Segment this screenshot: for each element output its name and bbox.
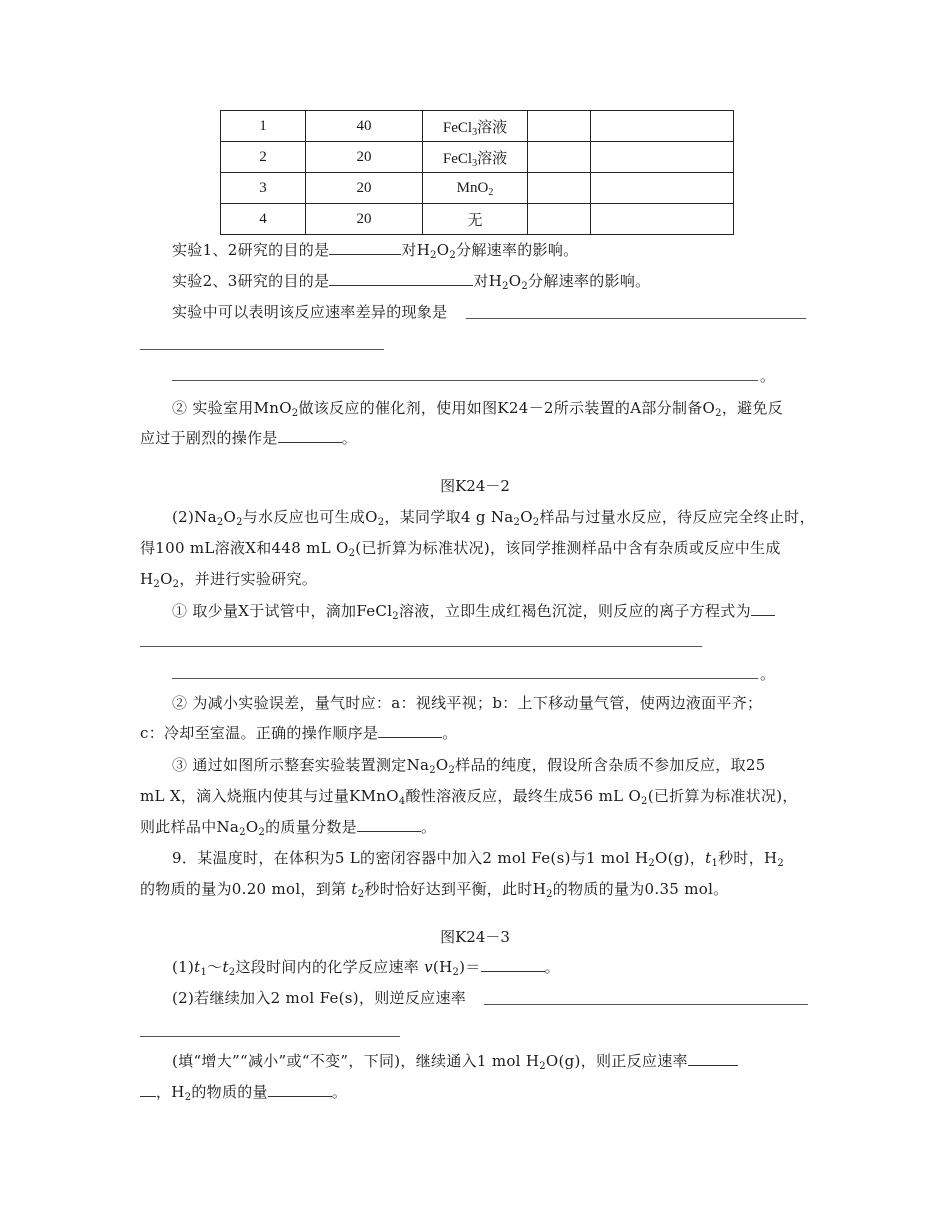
q9-part-3-line2: ，$H_2$的物质的量 。 bbox=[140, 1082, 347, 1102]
answer-blank[interactable] bbox=[329, 240, 401, 255]
q9-part-2-line: (2)若继续加入2 mol Fe(s)，则逆反应速率 bbox=[172, 989, 467, 1007]
step-2-line1: ② 为减小实验误差，量气时应：a：视线平视；b：上下移动量气管，使两边液面平齐； bbox=[172, 694, 763, 712]
exp-catalyst: 无 bbox=[423, 204, 528, 235]
question-9-line2: 的物质的量为0.20 mol，到第 $t_2$秒时恰好达到平衡，此时$H_2$的物质的量为0.35 mol。 bbox=[140, 880, 729, 900]
exp-blank bbox=[528, 204, 591, 235]
step-2-line2: c：冷却至室温。正确的操作顺序是 。 bbox=[140, 724, 458, 742]
answer-blank[interactable] bbox=[140, 646, 702, 647]
table-row bbox=[221, 111, 734, 142]
exp-blank bbox=[528, 173, 591, 204]
step-1-line: ① 取少量X于试管中，滴加FeCl$_2$溶液，立即生成红褐色沉淀，则反应的离子方程式为 bbox=[172, 601, 775, 621]
exp-blank bbox=[528, 111, 591, 142]
answer-blank[interactable] bbox=[140, 349, 384, 350]
question-9-line1: 9．某温度时，在体积为5 L的密闭容器中加入2 mol Fe(s)与1 mol $H_2O(g)$，$t_1$秒时，$H_2$ bbox=[172, 849, 785, 869]
experiment-table bbox=[220, 110, 734, 235]
table-row bbox=[221, 142, 734, 173]
purpose-2-3-line: 实验2、3研究的目的是 对$H_2O_2$分解速率的影响。 bbox=[172, 272, 651, 292]
answer-blank[interactable] bbox=[484, 1004, 808, 1005]
part-2-line3: $H_2O_2$，并进行实验研究。 bbox=[140, 570, 318, 590]
answer-blank[interactable] bbox=[172, 380, 758, 381]
sub-question-2-line1: ② 实验室用MnO$_2$做该反应的催化剂，使用如图K24－2所示装置的A部分制备$O_2$，避免反 bbox=[172, 399, 784, 419]
answer-blank[interactable] bbox=[278, 428, 342, 443]
part-2-line1: $(2)Na_2O_2$与水反应也可生成$O_2$，某同学取4 g $Na_2O_2$样品与过量水反应，待反应完全终止时， bbox=[172, 508, 815, 528]
exp-no: 2 bbox=[221, 142, 306, 173]
exp-catalyst: FeCl$_3$溶液 bbox=[423, 111, 528, 142]
figure-caption-k24-2: 图K24－2 bbox=[440, 477, 510, 495]
answer-blank[interactable] bbox=[329, 271, 473, 286]
answer-blank[interactable] bbox=[466, 318, 806, 319]
answer-blank[interactable] bbox=[268, 1082, 332, 1097]
exp-no: 3 bbox=[221, 173, 306, 204]
figure-caption-k24-3: 图K24－3 bbox=[440, 928, 510, 946]
exp-temp: 20 bbox=[306, 204, 423, 235]
exp-no: 1 bbox=[221, 111, 306, 142]
exp-temp: 40 bbox=[306, 111, 423, 142]
exp-temp: 20 bbox=[306, 173, 423, 204]
phenomenon-line: 实验中可以表明该反应速率差异的现象是 bbox=[172, 303, 448, 321]
answer-blank[interactable] bbox=[751, 601, 775, 616]
period: 。 bbox=[760, 367, 776, 385]
answer-blank[interactable] bbox=[140, 1036, 400, 1037]
step-3-line3: 则此样品中$Na_2O_2$的质量分数是 。 bbox=[140, 818, 437, 838]
answer-blank[interactable] bbox=[481, 957, 545, 972]
table-row bbox=[221, 204, 734, 235]
answer-blank[interactable] bbox=[172, 678, 758, 679]
exp-catalyst: MnO$_2$ bbox=[423, 173, 528, 204]
exp-blank bbox=[591, 111, 734, 142]
exp-temp: 20 bbox=[306, 142, 423, 173]
part-2-line2: 得100 mL溶液X和448 mL $O_2$(已折算为标准状况)，该同学推测样品中含有杂质或反应中生成 bbox=[140, 539, 781, 559]
sub-question-2-line2: 应过于剧烈的操作是 。 bbox=[140, 429, 358, 447]
exp-catalyst: FeCl$_3$溶液 bbox=[423, 142, 528, 173]
step-3-line2: mL X，滴入烧瓶内使其与过量KMnO$_4$酸性溶液反应，最终生成56 mL $O_2$(已折算为标准状况)， bbox=[140, 787, 798, 807]
table-row bbox=[221, 173, 734, 204]
exp-blank bbox=[591, 173, 734, 204]
answer-blank[interactable] bbox=[357, 817, 421, 832]
exp-blank bbox=[528, 142, 591, 173]
step-3-line1: ③ 通过如图所示整套实验装置测定$Na_2O_2$样品的纯度，假设所含杂质不参加反应，取25 bbox=[172, 756, 766, 776]
exp-blank bbox=[591, 204, 734, 235]
exp-no: 4 bbox=[221, 204, 306, 235]
answer-blank[interactable] bbox=[140, 1082, 156, 1097]
period: 。 bbox=[760, 665, 776, 683]
purpose-1-2-line: 实验1、2研究的目的是 对$H_2O_2$分解速率的影响。 bbox=[172, 241, 579, 261]
exp-blank bbox=[591, 142, 734, 173]
q9-part-3-line1: (填“增大”“减小”或“不变”，下同)，继续通入1 mol $H_2O(g)$，则正反应速率 bbox=[172, 1051, 738, 1071]
q9-part-1-line: $(1)t_1\sim t_2$这段时间内的化学反应速率 $v(H_2)=$ 。 bbox=[172, 958, 560, 978]
answer-blank[interactable] bbox=[688, 1051, 738, 1066]
answer-blank[interactable] bbox=[378, 723, 442, 738]
